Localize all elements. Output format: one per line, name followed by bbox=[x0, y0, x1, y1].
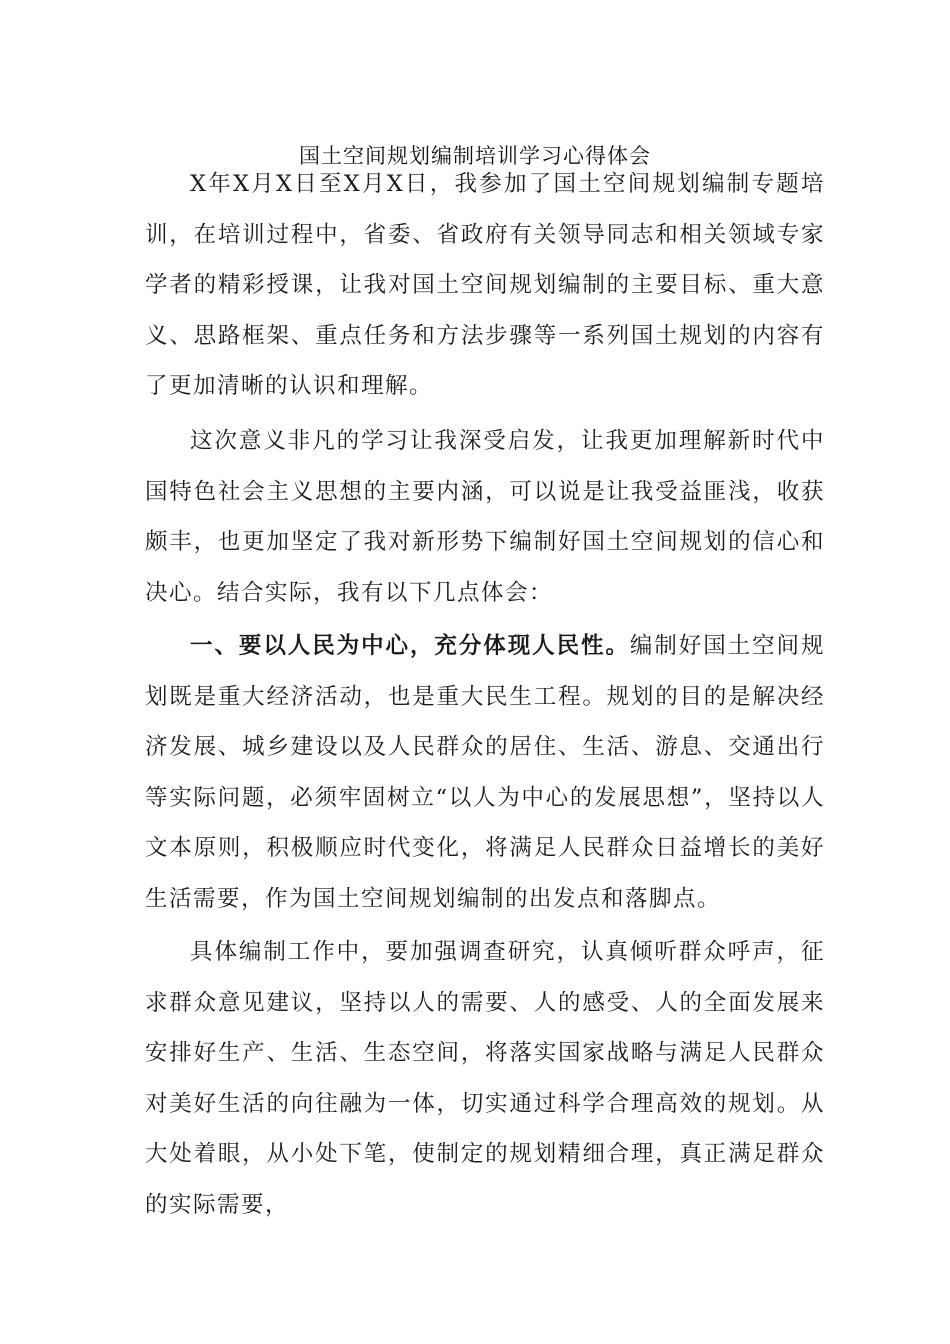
paragraph-1 bbox=[145, 159, 825, 412]
paragraph-4-text: 具体编制工作中，要加强调查研究，认真倾听群众呼声，征求群众意见建议，坚持以人的需要、人的感受、人的全面发展来安排好生产、生活、生态空间，将落实国家战略与满足人民群众对美好生活的向往融为一体，切实通过科学合理高效的规划。从大处着眼，从小处下笔，使制定的规划精细合理，真正满足群众的实际需要， bbox=[145, 939, 825, 1218]
paragraph-2 bbox=[145, 416, 825, 618]
paragraph-4 bbox=[145, 927, 825, 1230]
section-heading-1: 一、要以人民为中心，充分体现人民性。 bbox=[190, 633, 630, 659]
paragraph-3 bbox=[145, 621, 825, 924]
paragraph-1-text: X年X月X日至X月X日，我参加了国土空间规划编制专题培训，在培训过程中，省委、省政府有关领导同志和相关领域专家学者的精彩授课，让我对国土空间规划编制的主要目标、重大意义、思路框架、重点任务和方法步骤等一系列国土规划的内容有了更加清晰的认识和理解。 bbox=[145, 171, 825, 399]
document-title: 国土空间规划编制培训学习心得体会 bbox=[299, 144, 651, 168]
paragraph-3-text: 编制好国土空间规划既是重大经济活动，也是重大民生工程。规划的目的是解决经济发展、城乡建设以及人民群众的居住、生活、游息、交通出行等实际问题，必须牢固树立“以人为中心的发展思想”，坚持以人文本原则，积极顺应时代变化，将满足人民群众日益增长的美好生活需要，作为国土空间规划编制的出发点和落脚点。 bbox=[145, 633, 825, 912]
paragraph-2-text: 这次意义非凡的学习让我深受启发，让我更加理解新时代中国特色社会主义思想的主要内涵，可以说是让我受益匪浅，收获颇丰，也更加坚定了我对新形势下编制好国土空间规划的信心和决心。结合实际，我有以下几点体会： bbox=[145, 428, 825, 606]
